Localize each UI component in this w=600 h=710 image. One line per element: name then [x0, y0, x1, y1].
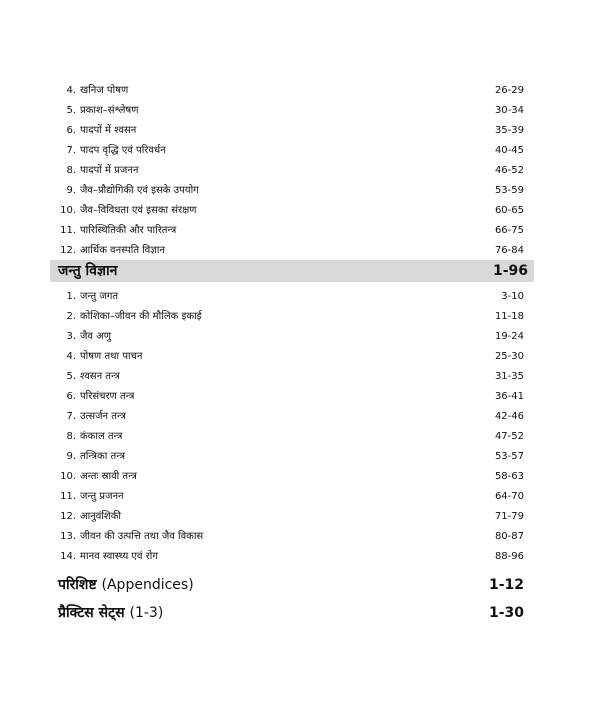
chapter-title: प्रकाश–संश्लेषण	[80, 105, 139, 116]
chapter-number: 11.	[60, 491, 76, 502]
chapter-title: आर्थिक वनस्पति विज्ञान	[80, 245, 165, 256]
toc-row[interactable]	[60, 427, 524, 447]
toc-row[interactable]	[60, 101, 524, 121]
chapter-number: 5.	[66, 371, 76, 382]
chapter-title: पोषण तथा पाचन	[80, 351, 143, 362]
chapter-pages: 35-39	[494, 125, 524, 136]
chapter-pages: 71-79	[494, 511, 524, 522]
chapter-title: अन्तः स्रावी तन्त्र	[80, 471, 137, 482]
chapter-pages: 36-41	[494, 391, 524, 402]
chapter-number: 8.	[66, 431, 76, 442]
appendix-subtitle: (Appendices)	[101, 577, 194, 593]
chapter-pages: 80-87	[494, 531, 524, 542]
toc-row[interactable]	[60, 181, 524, 201]
chapter-number: 12.	[60, 245, 76, 256]
chapter-number: 8.	[66, 165, 76, 176]
toc-row[interactable]	[60, 221, 524, 241]
chapter-title: पारिस्थितिकी और पारितन्त्र	[80, 225, 177, 236]
chapter-number: 2.	[66, 311, 76, 322]
chapter-number: 13.	[60, 531, 76, 542]
chapter-pages: 26-29	[494, 85, 524, 96]
zoology-chapter-list	[60, 287, 524, 567]
chapter-title: खनिज पोषण	[80, 85, 129, 96]
chapter-pages: 19-24	[494, 331, 524, 342]
chapter-title: कोशिका–जीवन की मौलिक इकाई	[80, 311, 202, 322]
practice-sets-title: प्रैक्टिस सेट्स	[58, 605, 125, 621]
toc-row[interactable]	[60, 347, 524, 367]
chapter-title: जैव–प्रौद्योगिकी एवं इसके उपयोग	[80, 185, 199, 196]
chapter-pages: 53-59	[494, 185, 524, 196]
chapter-pages: 58-63	[494, 471, 524, 482]
practice-sets-subtitle: (1-3)	[129, 605, 164, 621]
toc-row[interactable]	[60, 467, 524, 487]
chapter-pages: 42-46	[494, 411, 524, 422]
chapter-number: 11.	[60, 225, 76, 236]
toc-row[interactable]	[60, 387, 524, 407]
appendix-entry[interactable]	[58, 572, 524, 598]
chapter-pages: 11-18	[494, 311, 524, 322]
chapter-pages: 66-75	[494, 225, 524, 236]
chapter-number: 7.	[66, 411, 76, 422]
toc-row[interactable]	[60, 547, 524, 567]
toc-row[interactable]	[60, 201, 524, 221]
chapter-pages: 46-52	[494, 165, 524, 176]
chapter-title: जैव–विविधता एवं इसका संरक्षण	[80, 205, 197, 216]
chapter-title: जैव अणु	[80, 331, 112, 342]
chapter-number: 14.	[60, 551, 76, 562]
section-pages: 1-96	[492, 263, 528, 279]
chapter-pages: 88-96	[494, 551, 524, 562]
toc-row[interactable]	[60, 121, 524, 141]
toc-row[interactable]	[60, 161, 524, 181]
chapter-number: 12.	[60, 511, 76, 522]
chapter-pages: 25-30	[494, 351, 524, 362]
chapter-number: 7.	[66, 145, 76, 156]
chapter-title: उत्सर्जन तन्त्र	[80, 411, 126, 422]
chapter-pages: 30-34	[494, 105, 524, 116]
chapter-pages: 60-65	[494, 205, 524, 216]
chapter-number: 3.	[66, 331, 76, 342]
chapter-pages: 53-57	[494, 451, 524, 462]
chapter-pages: 40-45	[494, 145, 524, 156]
chapter-title: परिसंचरण तन्त्र	[80, 391, 135, 402]
chapter-number: 4.	[66, 351, 76, 362]
chapter-title: पादप वृद्धि एवं परिवर्धन	[80, 145, 166, 156]
toc-row[interactable]	[60, 287, 524, 307]
chapter-number: 1.	[66, 291, 76, 302]
toc-row[interactable]	[60, 527, 524, 547]
chapter-title: तन्त्रिका तन्त्र	[80, 451, 125, 462]
chapter-title: श्वसन तन्त्र	[80, 371, 120, 382]
toc-row[interactable]	[60, 307, 524, 327]
chapter-pages: 76-84	[494, 245, 524, 256]
chapter-title: मानव स्वास्थ्य एवं रोग	[80, 551, 159, 562]
appendix-pages: 1-12	[488, 577, 524, 593]
chapter-number: 4.	[66, 85, 76, 96]
toc-row[interactable]	[60, 407, 524, 427]
practice-sets-entry[interactable]	[58, 600, 524, 626]
chapter-number: 10.	[60, 205, 76, 216]
zoology-section-header[interactable]	[50, 260, 534, 282]
chapter-pages: 47-52	[494, 431, 524, 442]
toc-row[interactable]	[60, 327, 524, 347]
toc-row[interactable]	[60, 367, 524, 387]
toc-row[interactable]	[60, 241, 524, 261]
toc-row[interactable]	[60, 81, 524, 101]
chapter-title: पादपों में श्वसन	[80, 125, 137, 136]
toc-row[interactable]	[60, 141, 524, 161]
chapter-number: 6.	[66, 125, 76, 136]
toc-row[interactable]	[60, 487, 524, 507]
practice-sets-pages: 1-30	[488, 605, 524, 621]
chapter-title: कंकाल तन्त्र	[80, 431, 123, 442]
chapter-title: पादपों में प्रजनन	[80, 165, 139, 176]
chapter-title: जन्तु प्रजनन	[80, 491, 124, 502]
chapter-number: 6.	[66, 391, 76, 402]
section-title: जन्तु विज्ञान	[58, 263, 118, 279]
chapter-number: 5.	[66, 105, 76, 116]
chapter-pages: 31-35	[494, 371, 524, 382]
toc-row[interactable]	[60, 447, 524, 467]
chapter-pages: 3-10	[501, 291, 524, 302]
chapter-number: 9.	[66, 451, 76, 462]
chapter-number: 9.	[66, 185, 76, 196]
appendix-title: परिशिष्ट	[58, 577, 97, 593]
chapter-title: आनुवंशिकी	[80, 511, 121, 522]
chapter-title: जीवन की उत्पत्ति तथा जैव विकास	[80, 531, 204, 542]
chapter-number: 10.	[60, 471, 76, 482]
chapter-title: जन्तु जगत	[80, 291, 119, 302]
botany-chapter-list	[60, 81, 524, 261]
chapter-pages: 64-70	[494, 491, 524, 502]
toc-row[interactable]	[60, 507, 524, 527]
